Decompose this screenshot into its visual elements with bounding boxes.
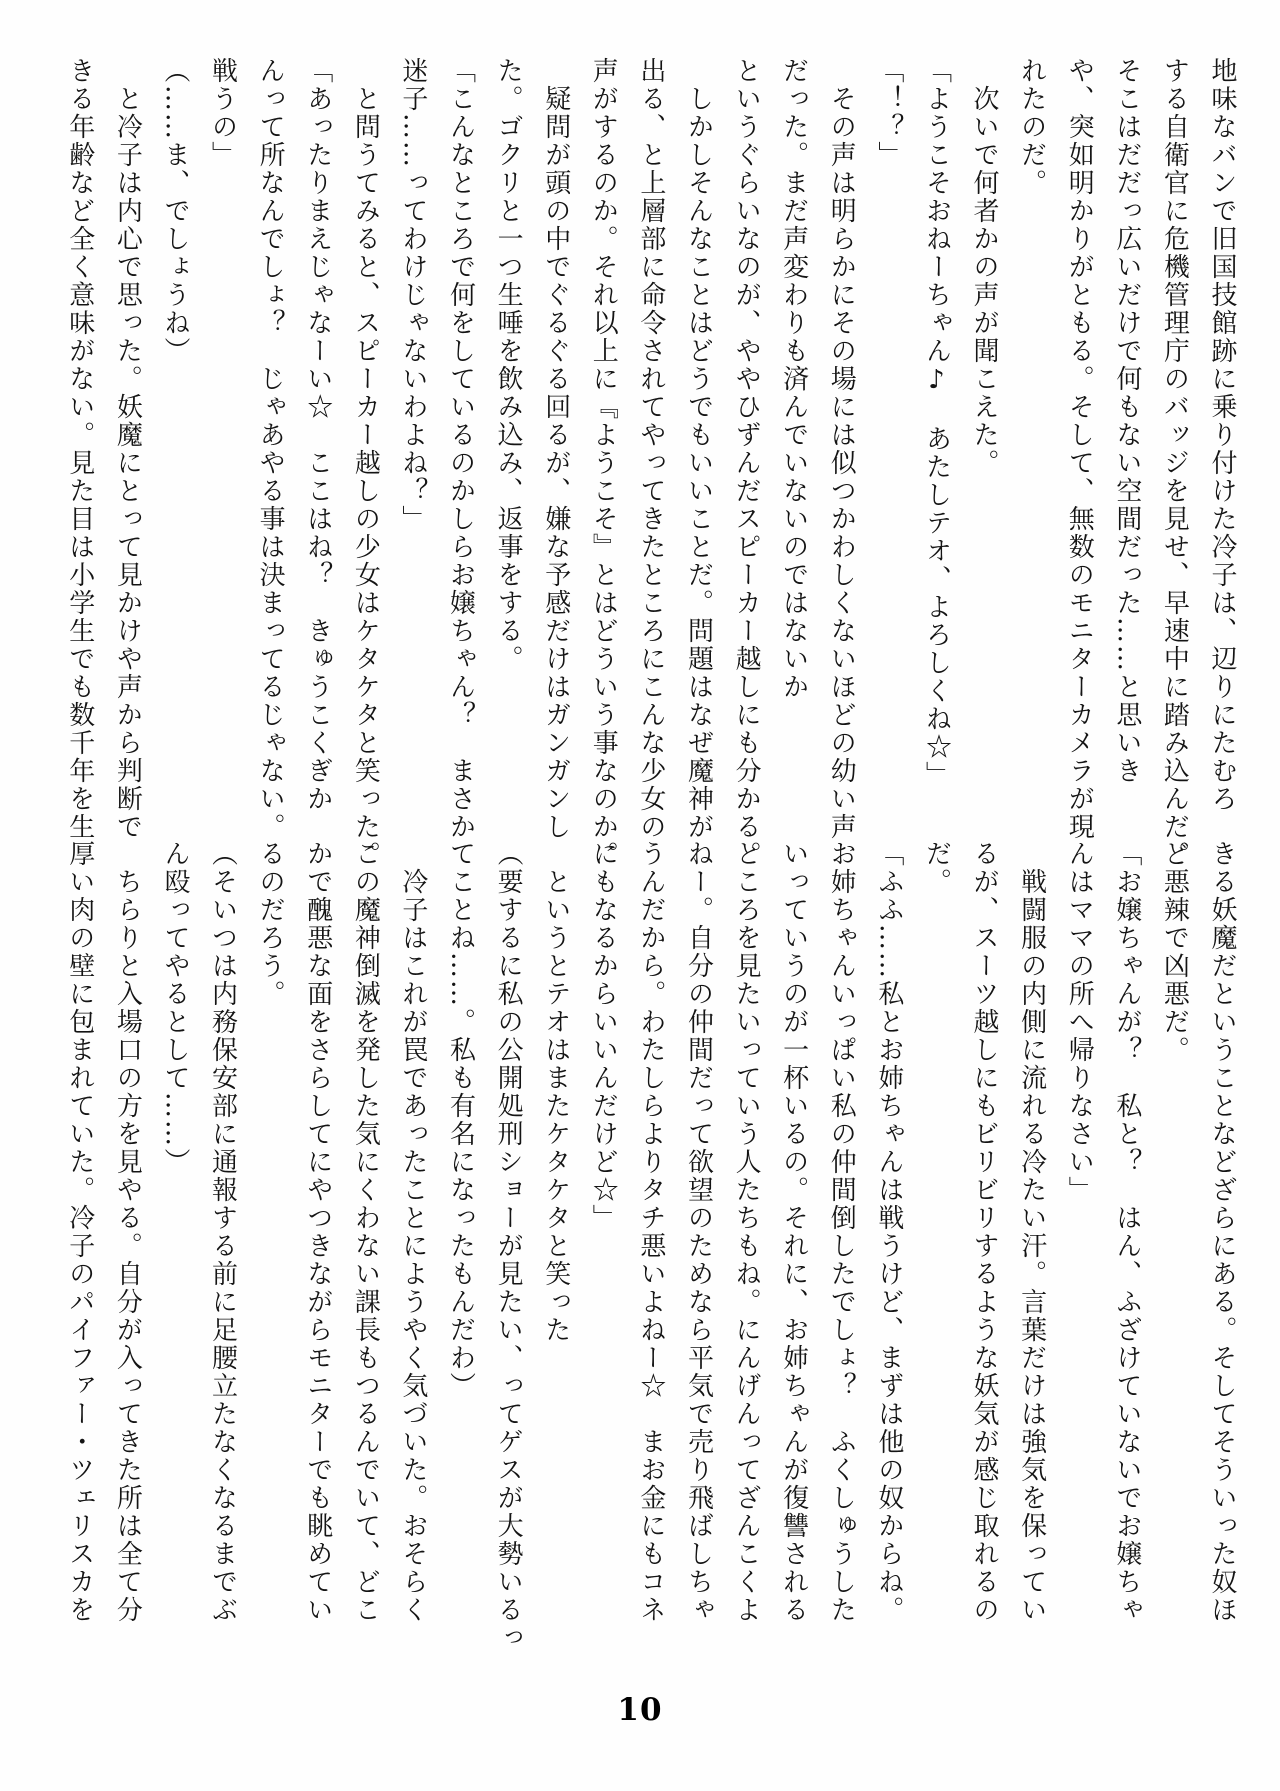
text-column: きる年齢など全く意味がない。見た目は小学生でも数千年を生 xyxy=(64,57,95,841)
text-column: （要するに私の公開処刑ショーが見たい、ってゲスが大勢いるっ xyxy=(493,840,524,1652)
text-column: かで醜悪な面をさらしてにやつきながらモニターでも眺めてい xyxy=(302,840,333,1624)
text-column: 戦うの」 xyxy=(207,57,238,169)
text-column: 「あったりまえじゃなーい☆ ここはね？ きゅうこくぎか xyxy=(302,57,333,813)
text-column: というとテオはまたケタケタと笑った xyxy=(540,840,571,1344)
text-column: 次いで何者かの声が聞こえた。 xyxy=(969,57,1000,477)
text-column: 「こんなところで何をしているのかしらお嬢ちゃん？ まさか xyxy=(445,57,476,841)
text-column: と問うてみると、スピーカー越しの少女はケタケタと笑った。 xyxy=(350,57,381,869)
text-column: 出る、と上層部に命令されてやってきたところにこんな少女の xyxy=(635,57,666,841)
text-column: 「お嬢ちゃんが？ 私と？ はん、ふざけていないでお嬢ちゃ xyxy=(1111,840,1142,1624)
text-column: その声は明らかにその場には似つかわしくないほどの幼い声 xyxy=(826,57,857,841)
top-text-block xyxy=(55,57,1245,869)
page-number: 10 xyxy=(617,1692,663,1728)
text-column: んはママの所へ帰りなさい」 xyxy=(1064,840,1095,1204)
text-column: 戦闘服の内側に流れる冷たい汗。言葉だけは強気を保ってい xyxy=(1016,840,1047,1624)
text-column: ん殴ってやるとして……） xyxy=(159,840,190,1176)
text-column: や、突如明かりがともる。そして、無数のモニターカメラが現 xyxy=(1064,57,1095,841)
text-column: れたのだ。 xyxy=(1016,57,1047,197)
text-column: 「ふふ……私とお姉ちゃんは戦うけど、まずは他の奴からね。 xyxy=(873,840,904,1624)
text-column: た。ゴクリと一つ生唾を飲み込み、返事をする。 xyxy=(493,57,524,673)
text-column: てことね……。私も有名になったもんだわ） xyxy=(445,840,476,1400)
text-column: だった。まだ声変わりも済んでいないのではないか xyxy=(778,57,809,701)
text-column: （そいつは内務保安部に通報する前に足腰立たなくなるまでぶ xyxy=(207,840,238,1624)
text-column: きる妖魔だということなどざらにある。そしてそういった奴ほ xyxy=(1207,840,1237,1624)
text-column: というぐらいなのが、ややひずんだスピーカー越しにも分かる。 xyxy=(731,57,762,869)
text-column: にもなるからいいんだけど☆」 xyxy=(588,840,619,1232)
text-column: ちらりと入場口の方を見やる。自分が入ってきた所は全て分 xyxy=(112,840,143,1624)
text-column: 冷子はこれが罠であったことにようやく気づいた。おそらく xyxy=(397,840,428,1624)
text-column: ねー。自分の仲間だって欲望のためなら平気で売り飛ばしちゃ xyxy=(683,840,714,1624)
text-column: （……ま、でしょうね） xyxy=(159,57,190,365)
text-column: 地味なバンで旧国技館跡に乗り付けた冷子は、辺りにたむろ xyxy=(1207,57,1237,813)
text-column: する自衛官に危機管理庁のバッジを見せ、早速中に踏み込んだ。 xyxy=(1159,57,1190,869)
text-column: るが、スーツ越しにもビリビリするような妖気が感じ取れるの xyxy=(969,840,1000,1624)
text-column: ところを見たいっていう人たちもね。にんげんってざんこくよ xyxy=(731,840,762,1624)
text-column: そこはだだっ広いだけで何もない空間だった……と思いき xyxy=(1111,57,1142,785)
text-column: しかしそんなことはどうでもいいことだ。問題はなぜ魔神が xyxy=(683,57,714,841)
text-column: ど悪辣で凶悪だ。 xyxy=(1159,840,1190,1064)
text-column: るのだろう。 xyxy=(255,840,286,1008)
text-column: んって所なんでしょ？ じゃあやる事は決まってるじゃない。 xyxy=(255,57,286,841)
text-column: 声がするのか。それ以上に『ようこそ』とはどういう事なのか。 xyxy=(588,57,619,869)
text-column: この魔神倒滅を発した気にくわない課長もつるんでいて、どこ xyxy=(350,840,381,1624)
text-column: 「！？」 xyxy=(873,57,904,169)
text-column: いっていうのが一杯いるの。それに、お姉ちゃんが復讐される xyxy=(778,840,809,1624)
text-column: 「ようこそおねーちゃん♪ あたしテオ、よろしくね☆」 xyxy=(921,57,952,789)
text-column: 厚い肉の壁に包まれていた。冷子のパイファー・ツェリスカを xyxy=(64,840,95,1624)
bottom-text-block xyxy=(55,840,1245,1652)
text-column: お姉ちゃんいっぱい私の仲間倒したでしょ？ ふくしゅうした xyxy=(826,840,857,1624)
text-column: だ。 xyxy=(921,840,952,896)
text-column: うんだから。わたしらよりタチ悪いよねー☆ まお金にもコネ xyxy=(635,840,666,1624)
text-column: と冷子は内心で思った。妖魔にとって見かけや声から判断で xyxy=(112,57,143,841)
text-column: 疑問が頭の中でぐるぐる回るが、嫌な予感だけはガンガンし xyxy=(540,57,571,841)
text-column: 迷子……ってわけじゃないわよね？」 xyxy=(397,57,428,533)
